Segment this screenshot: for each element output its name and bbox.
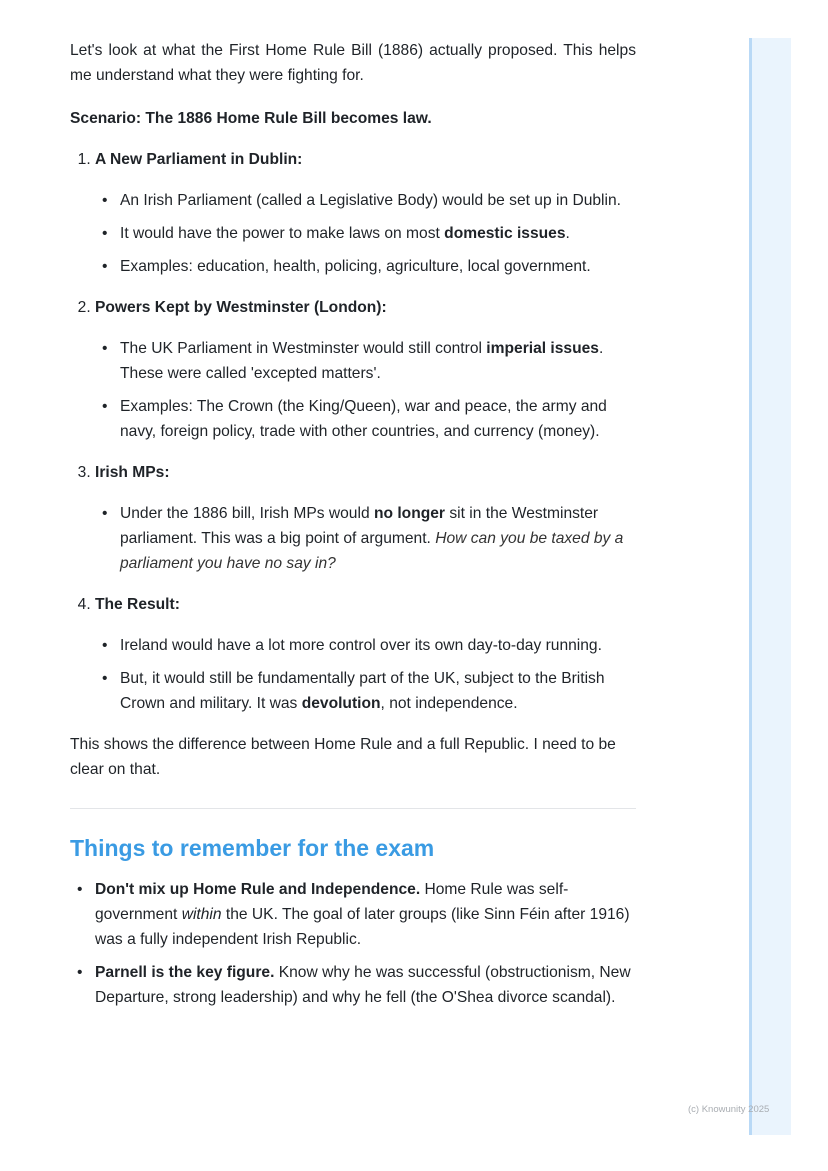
bullet-text: The UK Parliament in Westminster would still control [120, 340, 487, 357]
intro-paragraph: Let's look at what the First Home Rule Bill (1886) actually proposed. This helps me understand what they were fighting for. [70, 42, 636, 84]
section-item [95, 592, 636, 716]
bullet-text: It would have the power to make laws on most [120, 225, 445, 242]
document-content [70, 38, 636, 1018]
copyright-footer: (c) Knowunity 2025 [688, 1104, 770, 1115]
bullet-item [120, 221, 636, 246]
bullet-item [120, 501, 636, 576]
section-divider [70, 808, 636, 809]
bold-term: imperial issues [486, 340, 599, 357]
sidebar-panel [749, 38, 791, 1135]
section-item [95, 147, 636, 279]
scenario-list [70, 147, 636, 716]
bullet-item [120, 633, 636, 658]
bullet-list [95, 501, 636, 576]
section-title: A New Parliament in Dublin: [95, 151, 303, 168]
bold-term: domestic issues [444, 225, 566, 242]
exam-point [95, 877, 636, 952]
section-item [95, 295, 636, 444]
exam-heading: Things to remember for the exam [70, 835, 435, 861]
closing-paragraph: This shows the difference between Home Rule and a full Republic. I need to be clear on that. [70, 736, 616, 778]
italic-term: within [181, 906, 222, 923]
bold-term: devolution [301, 695, 381, 712]
exam-point-text: the UK. The goal of later groups (like Sinn Féin after 1916) was a fully independent Irish Republic. [95, 906, 630, 948]
section-item [95, 460, 636, 576]
exam-point-lead: Don't mix up Home Rule and Independence. [95, 881, 421, 898]
section-title: Powers Kept by Westminster (London): [95, 299, 387, 316]
bullet-item [120, 336, 636, 386]
bullet-text: Examples: The Crown (the King/Queen), war and peace, the army and navy, foreign policy, trade with other countries, and currency (money). [120, 398, 607, 440]
bullet-list [95, 336, 636, 444]
bullet-list [95, 188, 636, 279]
bullet-text: Under the 1886 bill, Irish MPs would [120, 505, 374, 522]
section-title: Irish MPs: [95, 464, 170, 481]
exam-point-text: Know why he was successful (obstructionism, New Departure, strong leadership) and why he fell (the O'Shea divorce scandal). [95, 964, 631, 1006]
section-title: The Result: [95, 596, 180, 613]
exam-point-lead: Parnell is the key figure. [95, 964, 275, 981]
scenario-heading: Scenario: The 1886 Home Rule Bill becomes law. [70, 110, 432, 127]
bullet-text: But, it would still be fundamentally part of the UK, subject to the British Crown and military. It was [120, 670, 605, 712]
bullet-item [120, 666, 636, 716]
bullet-text: , not independence. [380, 695, 518, 712]
bullet-item [120, 254, 636, 279]
bullet-text: . [565, 225, 570, 242]
exam-point [95, 960, 636, 1010]
sidebar-accent-line [749, 38, 752, 1135]
bullet-text: sit in the Westminster parliament. This was a big point of argument. [120, 505, 599, 547]
bullet-text: An Irish Parliament (called a Legislative Body) would be set up in Dublin. [120, 192, 621, 209]
bullet-item [120, 188, 636, 213]
bullet-item [120, 394, 636, 444]
exam-points-list [70, 877, 636, 1010]
italic-question: How can you be taxed by a parliament you have no say in? [120, 530, 624, 572]
bullet-text: . These were called 'excepted matters'. [120, 340, 604, 382]
bullet-text: Examples: education, health, policing, agriculture, local government. [120, 258, 591, 275]
bold-term: no longer [373, 505, 446, 522]
bullet-list [95, 633, 636, 716]
bullet-text: Ireland would have a lot more control over its own day-to-day running. [120, 637, 602, 654]
exam-point-text: Home Rule was self-government [95, 881, 569, 923]
